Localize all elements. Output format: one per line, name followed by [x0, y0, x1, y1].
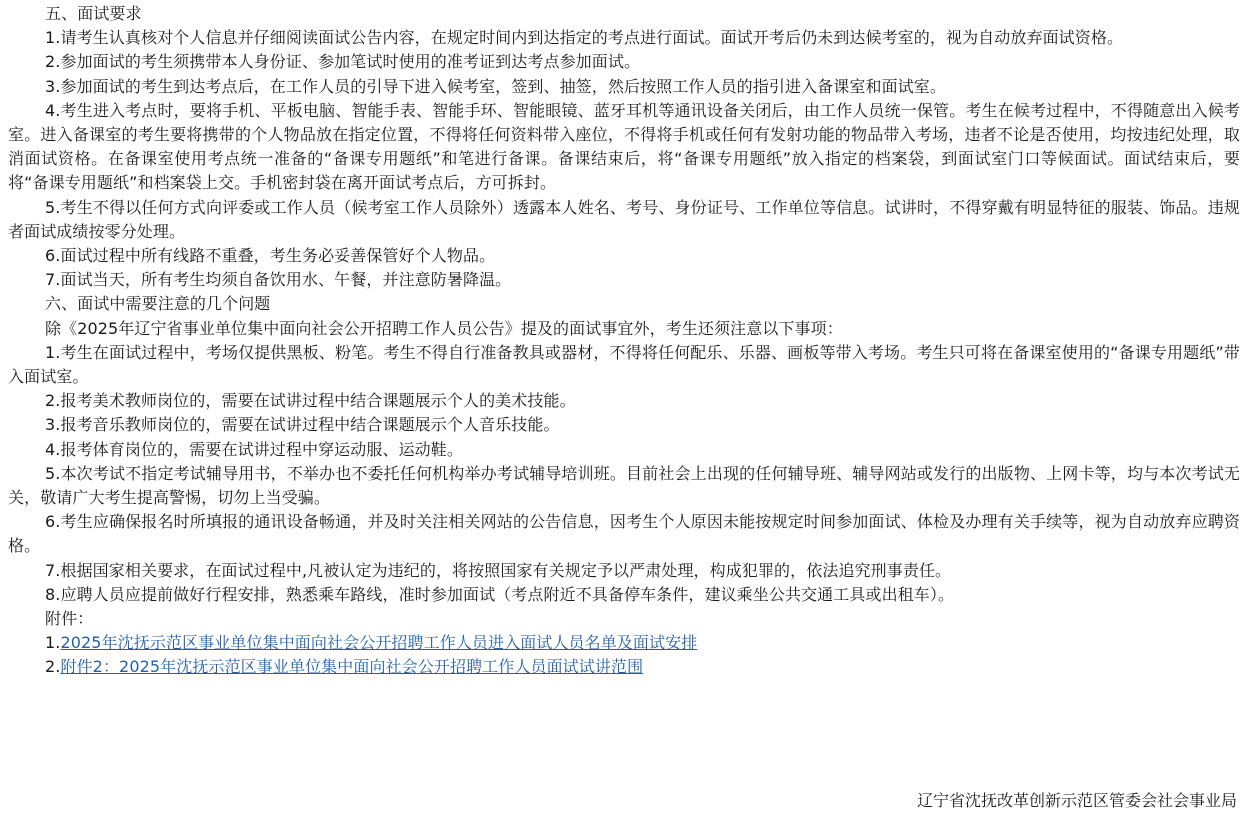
- paragraph-item: 4.考生进入考点时，要将手机、平板电脑、智能手表、智能手环、智能眼镜、蓝牙耳机等通讯设备关闭后，由工作人员统一保管。考生在候考过程中，不得随意出入候考室。进入备课室的考生要将携带的个人物品放在指定位置，不得将任何资料带入座位，不得将手机或任何有发射功能的物品带入考场，违者不论是否使用，均按违纪处理，取消面试资格。在备课室使用考点统一准备的“备课专用题纸”和笔进行备课。备课结束后，将“备课专用题纸”放入指定的档案袋，到面试室门口等候面试。面试结束后，要将“备课专用题纸”和档案袋上交。手机密封袋在离开面试考点后，方可拆封。: [8, 100, 1240, 193]
- paragraph-item: 4.报考体育岗位的，需要在试讲过程中穿运动服、运动鞋。: [45, 439, 463, 459]
- paragraph-item: 5.本次考试不指定考试辅导用书，不举办也不委托任何机构举办考试辅导培训班。目前社会上出现的任何辅导班、辅导网站或发行的出版物、上网卡等，均与本次考试无关，敬请广大考生提高警惕，切勿上当受骗。: [8, 463, 1240, 508]
- paragraph-item: 7.面试当天，所有考生均须自备饮用水、午餐，并注意防暑降温。: [45, 270, 512, 290]
- paragraph-item: 8.应聘人员应提前做好行程安排，熟悉乘车路线，准时参加面试（考点附近不具备停车条件，建议乘坐公共交通工具或出租车）。: [45, 584, 955, 604]
- paragraph-item: 6.考生应确保报名时所填报的通讯设备畅通，并及时关注相关网站的公告信息，因考生个人原因未能按规定时间参加面试、体检及办理有关手续等，视为自动放弃应聘资格。: [8, 512, 1240, 556]
- paragraph-item: 1.考生在面试过程中，考场仅提供黑板、粉笔。考生不得自行准备教具或器材，不得将任何配乐、乐器、画板等带入考场。考生只可将在备课室使用的“备课专用题纸”带入面试室。: [8, 342, 1240, 387]
- paragraph-item: 2.报考美术教师岗位的，需要在试讲过程中结合课题展示个人的美术技能。: [45, 391, 576, 411]
- attachment-link-lecture-scope[interactable]: 附件2：2025年沈抚示范区事业单位集中面向社会公开招聘工作人员面试试讲范围: [60, 657, 644, 677]
- attachment-prefix: 2.: [45, 657, 61, 677]
- attachment-line-1: [8, 631, 1240, 655]
- attachment-line-2: [8, 655, 1240, 679]
- paragraph-item: 5.考生不得以任何方式向评委或工作人员（候考室工作人员除外）透露本人姓名、考号、身份证号、工作单位等信息。试讲时，不得穿戴有明显特征的服装、饰品。违规者面试成绩按零分处理。: [8, 197, 1240, 241]
- issuer-signature: 辽宁省沈抚改革创新示范区管委会社会事业局: [916, 791, 1237, 810]
- paragraph-item: 2.参加面试的考生须携带本人身份证、参加笔试时使用的准考证到达考点参加面试。: [45, 52, 641, 72]
- paragraph-item: 7.根据国家相关要求，在面试过程中,凡被认定为违纪的，将按照国家有关规定予以严肃处理，构成犯罪的，依法追究刑事责任。: [45, 560, 952, 580]
- section-heading-interview-requirements: 五、面试要求: [45, 4, 142, 23]
- section-heading-notes: 六、面试中需要注意的几个问题: [45, 294, 271, 314]
- paragraph-item: 1.请考生认真核对个人信息并仔细阅读面试公告内容，在规定时间内到达指定的考点进行面试。面试开考后仍未到达候考室的，视为自动放弃面试资格。: [45, 28, 1124, 48]
- attachment-link-interview-list[interactable]: 2025年沈抚示范区事业单位集中面向社会公开招聘工作人员进入面试人员名单及面试安排: [60, 633, 698, 653]
- paragraph-item: 3.参加面试的考生到达考点后，在工作人员的引导下进入候考室，签到、抽签，然后按照工作人员的指引进入备课室和面试室。: [45, 76, 946, 96]
- paragraph-item: 3.报考音乐教师岗位的，需要在试讲过程中结合课题展示个人音乐技能。: [45, 415, 560, 435]
- paragraph-intro: 除《2025年辽宁省事业单位集中面向社会公开招聘工作人员公告》提及的面试事宜外，考生还须注意以下事项：: [45, 318, 843, 338]
- paragraph-item: 6.面试过程中所有线路不重叠，考生务必妥善保管好个人物品。: [45, 246, 496, 266]
- attachments-label: 附件：: [45, 609, 94, 629]
- attachment-prefix: 1.: [45, 633, 61, 653]
- document-body: [8, 2, 1240, 680]
